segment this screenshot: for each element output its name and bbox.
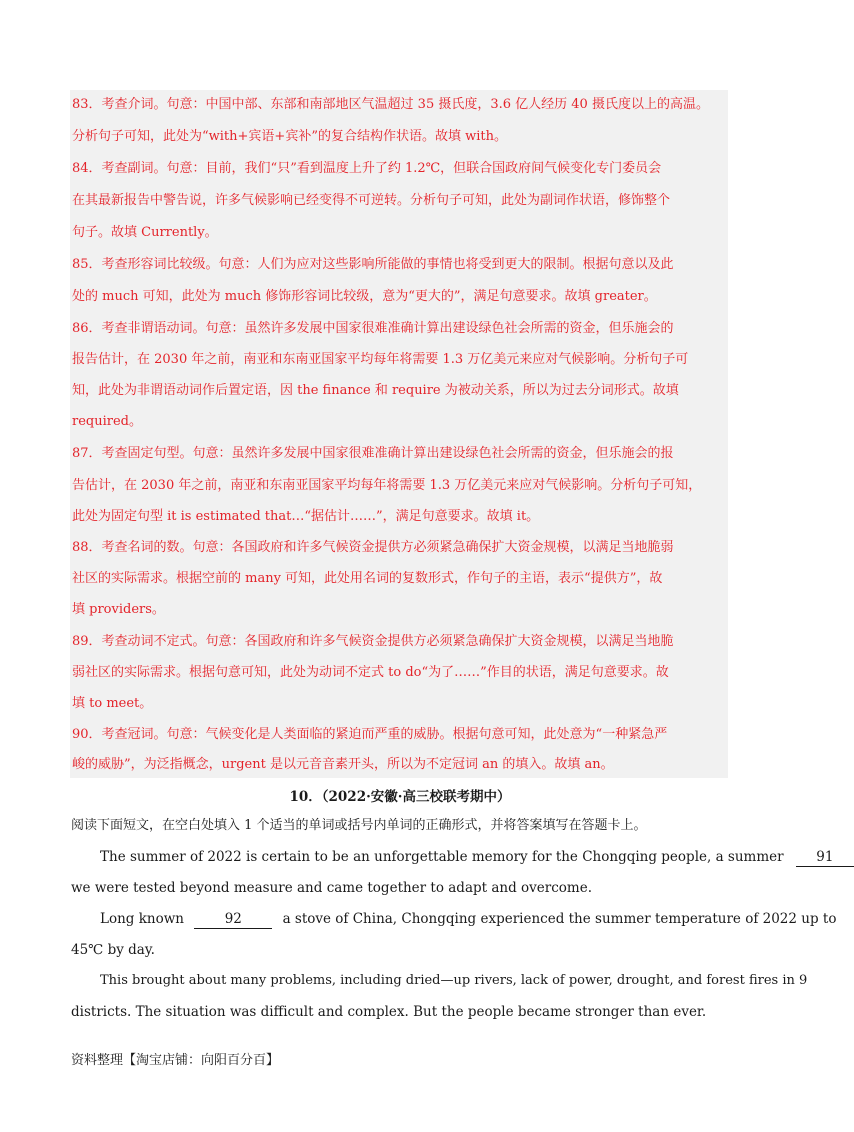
answer-line: 分析句子可知，此处为“with+宾语+宾补”的复合结构作状语。故填 with。	[72, 129, 507, 144]
instruction-text: 阅读下面短文，在空白处填入 1 个适当的单词或括号内单词的正确形式，并将答案填写在答题卡上。	[71, 818, 647, 833]
answer-line: 此处为固定句型 it is estimated that…“据估计……”，满足句意要求。故填 it。	[72, 509, 540, 524]
answer-line: 84．考查副词。句意：目前，我们“只”看到温度上升了约 1.2℃，但联合国政府间气候变化专门委员会	[72, 161, 662, 176]
answer-line: 处的 much 可知，此处为 much 修饰形容词比较级，意为“更大的”，满足句意要求。故填 greater。	[72, 289, 657, 304]
answer-line: 峻的威胁”，为泛指概念，urgent 是以元音音素开头，所以为不定冠词 an 的填入。故填 an。	[72, 757, 614, 772]
answer-blank-91[interactable]: 91	[796, 848, 854, 867]
passage-line: 45℃ by day.	[71, 942, 155, 958]
question-heading: 10．（2022·安徽·高三校联考期中）	[289, 789, 511, 805]
passage-text: Long known	[100, 911, 184, 927]
passage-line: districts. The situation was difficult and complex. But the people became stronger than ever.	[71, 1004, 707, 1020]
answer-line: 89．考查动词不定式。句意：各国政府和许多气候资金提供方必须紧急确保扩大资金规模，以满足当地脆	[72, 634, 674, 649]
passage-line	[100, 908, 836, 930]
answer-line: 弱社区的实际需求。根据句意可知，此处为动词不定式 to do“为了……”作目的状语，满足句意要求。故	[72, 665, 669, 680]
answer-blank-92[interactable]: 92	[194, 910, 272, 929]
answer-line: 报告估计，在 2030 年之前，南亚和东南亚国家平均每年将需要 1.3 万亿美元来应对气候影响。分析句子可	[72, 352, 689, 367]
answer-line: 87．考查固定句型。句意：虽然许多发展中国家很难准确计算出建设绿色社会所需的资金，但乐施会的报	[72, 446, 674, 461]
answer-line: required。	[72, 414, 142, 429]
answer-line: 句子。故填 Currently。	[72, 225, 218, 240]
answer-line: 83．考查介词。句意：中国中部、东部和南部地区气温超过 35 摄氏度，3.6 亿人经历 40 摄氏度以上的高温。	[72, 97, 709, 112]
passage-line: This brought about many problems, including dried—up rivers, lack of power, drought, and forest fires in 9	[100, 973, 808, 988]
answer-line: 填 to meet。	[72, 696, 153, 711]
answer-line: 86．考查非谓语动词。句意：虽然许多发展中国家很难准确计算出建设绿色社会所需的资金，但乐施会的	[72, 321, 674, 336]
answer-line: 88．考查名词的数。句意：各国政府和许多气候资金提供方必须紧急确保扩大资金规模，以满足当地脆弱	[72, 540, 674, 555]
answer-line: 在其最新报告中警告说，许多气候影响已经变得不可逆转。分析句子可知，此处为副词作状语，修饰整个	[72, 193, 671, 208]
answer-explanations	[70, 90, 728, 778]
answer-line: 90．考查冠词。句意：气候变化是人类面临的紧迫而严重的威胁。根据句意可知，此处意为“一种紧急严	[72, 727, 668, 742]
answer-line: 知，此处为非谓语动词作后置定语，因 the finance 和 require 为被动关系，所以为过去分词形式。故填	[72, 383, 679, 398]
footer-note: 资料整理【淘宝店铺：向阳百分百】	[71, 1053, 280, 1068]
passage-text: The summer of 2022 is certain to be an unforgettable memory for the Chongqing people, a summer	[100, 849, 784, 865]
passage-line: we were tested beyond measure and came together to adapt and overcome.	[71, 880, 593, 896]
answer-line: 85．考查形容词比较级。句意：人们为应对这些影响所能做的事情也将受到更大的限制。根据句意以及此	[72, 257, 674, 272]
passage-line	[100, 846, 854, 868]
passage-text: a stove of China, Chongqing experienced the summer temperature of 2022 up to	[282, 911, 837, 927]
answer-line: 填 providers。	[72, 602, 165, 617]
answer-line: 告估计，在 2030 年之前，南亚和东南亚国家平均每年将需要 1.3 万亿美元来应对气候影响。分析句子可知，	[72, 478, 702, 493]
answer-line: 社区的实际需求。根据空前的 many 可知，此处用名词的复数形式，作句子的主语，表示“提供方”，故	[72, 571, 663, 586]
